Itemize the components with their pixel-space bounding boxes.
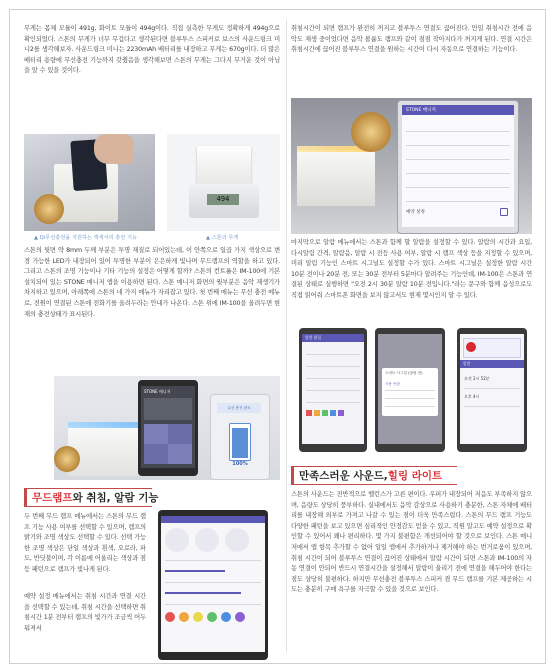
schedule-screen — [402, 105, 514, 227]
color-swatch[interactable] — [221, 612, 231, 622]
battery-fill — [232, 428, 248, 458]
settings-divider — [406, 159, 510, 160]
alarm-edit-title: 알람 편집 — [305, 335, 321, 340]
brightness-icon[interactable] — [195, 528, 219, 552]
color-swatch[interactable] — [330, 410, 336, 416]
smart-signal-screen — [378, 334, 442, 444]
heading-rest: 만족스러운 사운드, — [299, 470, 388, 482]
paragraph-alarm: 마지막으로 알람 메뉴에서는 스톤과 함께 할 알람을 설정할 수 있다. 알람의 시간과 요일, 다시알림 간격, 알람음, 알람 시 전등 사용 여부, 알람 시 램프 색상 등을 지정할 수 있으며, 미리 알림 기능인 스마트 시그널도 설정할 수가 있다. 스마트 시그널은 설정한 알람 시간 10분 전이나 20분 전, 또는 30분 전부터 5분마다 알려주는 기능인데, IM-100은 스톤과 연결된 상태로 실행하면 "오전 2시 30분 알람 10분 전입니다."라는 문구와 함께 음성으로도 직접 읽어줘 스마트폰 화면을 보지 않고서도 현재 몇시인지 알 수 있다. — [291, 239, 532, 299]
section-heading-mood-lamp — [27, 488, 159, 507]
smart-signal-dialog — [382, 368, 438, 416]
battery-outline-icon — [229, 423, 251, 461]
settings-divider — [165, 604, 261, 605]
paragraph-mood-lamp: 두 번째 무드 램프 메뉴에서는 스톤의 무드 램프 기능 사용 여부를 선택할 수 있으며, 램프의 밝기와 조명 색상도 선택할 수 있다. 선택 가능한 조명 색상은 단일 색상과 흰색, 오로라, 파도, 반딧불이며, 각 이름에 어울리는 색상과 점등 패턴으로 램프가 빛나게 된다. — [24, 513, 146, 573]
settings-divider — [306, 402, 360, 403]
color-swatch[interactable] — [179, 612, 189, 622]
settings-divider — [306, 354, 360, 355]
battery-percent: 100% — [232, 461, 248, 467]
gold-knob — [351, 112, 391, 152]
phone-manager-screen — [141, 386, 195, 468]
menu-tile-mood-lamp[interactable] — [168, 424, 192, 444]
color-swatch[interactable] — [306, 410, 312, 416]
phone-smart-signal — [375, 328, 445, 452]
phone-schedule — [397, 100, 519, 234]
gold-knob — [34, 194, 64, 224]
settings-divider — [306, 390, 360, 391]
dialog-divider — [385, 390, 435, 391]
stone-on-scale — [197, 146, 251, 184]
magazine-page — [9, 9, 546, 664]
color-swatch[interactable] — [338, 410, 344, 416]
brightness-slider[interactable] — [165, 570, 225, 572]
alarm-icon — [466, 342, 476, 352]
notification-card — [463, 338, 521, 358]
color-swatch[interactable] — [322, 410, 328, 416]
mood-lamp-screen — [161, 516, 265, 652]
settings-divider — [406, 145, 510, 146]
paragraph-schedule: 예약 설정 메뉴에서는 취침 시간과 연결 시간을 선택할 수 있는데, 취침 시간을 선택하면 취침시간 1분 전부터 램프의 빛가가 조금씩 어두워져서 — [24, 593, 146, 632]
column-divider — [286, 20, 287, 652]
alarm-time-1[interactable]: 오전 2시 52분 — [464, 376, 490, 381]
settings-divider — [406, 187, 510, 188]
settings-divider — [165, 582, 261, 583]
app-header-bar — [161, 516, 265, 523]
dialog-option[interactable]: 사용 안함 — [385, 382, 401, 386]
color-swatch[interactable] — [165, 612, 175, 622]
schedule-app-title: STONE 매니저 — [406, 108, 436, 113]
settings-divider — [406, 201, 510, 202]
settings-divider — [464, 406, 520, 407]
phone-manager — [138, 380, 198, 476]
paragraph-conclusion: 스톤의 사운드는 전반적으로 밸런스가 고른 편이다. 우퍼가 내장되어 저음도 부족하지 않으며, 음량도 상당히 풍부하다. 실내에서도 음악 감상으로 사용하기 충분한, 스톤 자체에 배터리를 내장해 외부로 가져고 나갈 수 있는 점이 더욱 만족스럽다. 스톤의 무드 램프 기능도 다양한 패턴을 보고 있으면 심리적인 안정감도 얻을 수 있고, 직원 말고도 예약 설정으로 확인할 수 있어서 꽤나 편리하다. 몇 가지 불편함은 개선되어야 할 것으로 보인다. 스톤 매니저에서 앱 항목 추가할 수 없어 일일 앱에서 추가하거나 제거해야 하는 번거로움이 있으며, 취침 시간이 되어 블루투스 연결이 끊어진 상태에서 알람 시간이 되면 스톤과 IM-100의 자동 연결이 안되어 반드시 연결시간을 설정해서 알람이 울리기 전에 연결을 해두어야 한다는 점도 상당히 불편하다. 하지만 무선충전 블루투스 스피커 겸 무드 램프를 기본 제공하는 시도는 충분히 구매 욕구를 자극할 수 있을 것으로 보인다. — [291, 491, 532, 594]
color-swatch[interactable] — [207, 612, 217, 622]
phone-alarm-edit — [299, 328, 367, 452]
dialog-title: 스마트 시그널 (알람 전) — [385, 371, 423, 375]
alarm-edit-screen — [302, 334, 364, 444]
gold-knob — [54, 446, 80, 472]
lamp-toggle-icon[interactable] — [165, 528, 189, 552]
settings-divider — [306, 378, 360, 379]
charging-status-label: 무선 충전 완료 — [217, 403, 261, 413]
paragraph-sleep-connect: 취침시간이 되면 램프가 완전히 꺼지고 블루투스 연결도 끊어진다. 만일 취침시간 전에 음악도 재생 중이었다면 음악 볼륨도 램프와 같이 점점 작아지다가 꺼지게 된다. 연결 시간은 취침시간에 끊어진 블루투스 연결을 원하는 시간이 다시 자동으로 연결하는 기능이다. — [291, 25, 532, 54]
scale-readout: 494 — [207, 194, 239, 205]
heading-rest: 와 취침, 알람 기능 — [72, 492, 159, 504]
color-icon[interactable] — [225, 528, 249, 552]
settings-divider — [406, 173, 510, 174]
menu-tile-charging[interactable] — [144, 424, 168, 444]
phone-charging-status — [210, 394, 270, 480]
checkbox-icon[interactable] — [500, 208, 508, 216]
photo-schedule — [291, 98, 532, 234]
paragraph-weight: 무게는 몸체 모듈이 491g, 화이트 모듈이 494g이다. 직접 실측한 무게도 정확하게 494g으로 확인되었다. 스톤의 무게가 너무 무겁다고 생각된다면 블루투스 스피커로 보스의 사운드링크 미니2를 생각해보자. 사운드링크 미니는 2230mAh 배터리를 내장하고 무게는 670g이다. 더 많은 배터리 용량에 무선충전 기능까지 갖췄음을 생각해보면 스톤의 무게는 그다지 무거운 것이 아님을 알 수 있을 것이다. — [24, 25, 280, 75]
settings-divider — [165, 560, 261, 561]
alarm-list-screen — [460, 334, 524, 444]
schedule-setting-label[interactable]: 예약 설정 — [406, 210, 425, 215]
alarm-time-2[interactable]: 오후 4시 — [464, 394, 480, 399]
stone-body — [297, 150, 375, 206]
dialog-divider — [385, 398, 435, 399]
color-swatch[interactable] — [193, 612, 203, 622]
phone-manager-title: STONE 매니저 — [144, 389, 171, 394]
color-swatch[interactable] — [235, 612, 245, 622]
heading-highlight: 무드램프 — [32, 492, 73, 504]
settings-divider — [464, 388, 520, 389]
settings-divider — [306, 366, 360, 367]
heading-highlight: 힐링 라이트 — [387, 470, 443, 482]
phone-mood-lamp-settings — [158, 510, 268, 660]
photo-wireless-charging — [24, 134, 155, 231]
volume-slider[interactable] — [165, 592, 241, 594]
settings-divider — [406, 131, 510, 132]
color-swatch[interactable] — [314, 410, 320, 416]
section-heading-sound — [294, 466, 457, 485]
hand — [94, 134, 134, 164]
caption-weight: ▲ 스톤의 무게 — [206, 235, 239, 241]
paragraph-led-manager: 스톤의 뒷면 약 8mm 두께 부분은 투명 재질로 되어있는데, 이 안쪽으로 일곱 가지 색상으로 변경 가능한 LED가 내장되어 있어 투명한 부분이 은은하게 빛나며 무드램프의 역할을 하고 있다. 그리고 스톤의 조명 기능이나 기타 기능의 설정은 어떻게 할까? 스톤의 컨트롤은 IM-100에 기본 설치되어 있는 STONE 매니저 앱을 이용하면 된다. 스톤 매니저 화면의 윗부분은 음악 재생기가 차지하고 있으며, 아래쪽에 스톤의 네 가지 메뉴가 자리잡고 있다. 첫 번째 메뉴는 무선 충전 메뉴로, 전원이 연결된 스톤에 전화기를 올려두라는 안내가 나온다. 스톤 위에 IM-100을 올려두면 현재의 충전상태가 표시된다. — [24, 247, 280, 318]
caption-wireless-charging: ▲ Qi무선충전을 지원하는 액세서리 충전 기능 — [34, 235, 137, 241]
menu-tile-schedule[interactable] — [144, 444, 168, 464]
caption-weight-text: 스톤의 무게 — [211, 235, 239, 241]
menu-tile-alarm[interactable] — [168, 444, 192, 464]
music-player-area — [144, 398, 192, 420]
caption-wireless-charging-text: Qi무선충전을 지원하는 액세서리 충전 기능 — [39, 235, 137, 241]
photo-stone-manager — [54, 376, 280, 480]
alarm-list-title: 알람 — [463, 361, 471, 366]
photo-weight-scale — [167, 134, 280, 231]
dialog-divider — [385, 406, 435, 407]
phone-alarm-list — [457, 328, 527, 452]
